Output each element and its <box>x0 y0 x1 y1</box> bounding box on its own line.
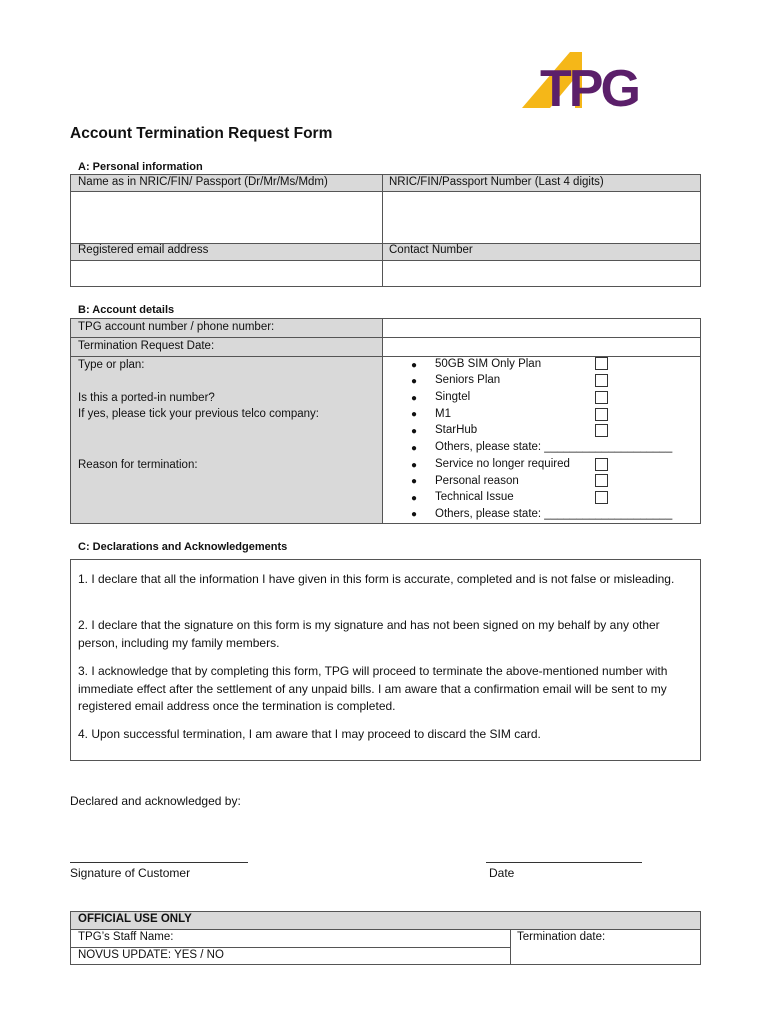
telco-option-m1: M1 <box>435 408 451 420</box>
official-header: OFFICIAL USE ONLY <box>78 913 192 925</box>
telco-option-starhub: StarHub <box>435 424 478 436</box>
plan-option-seniors: Seniors Plan <box>435 374 501 386</box>
termination-date-field[interactable] <box>384 339 699 355</box>
section-c-label: C: Declarations and Acknowledgements <box>78 541 288 553</box>
reason-option-others[interactable]: Others, please state: ____________________ <box>435 508 673 520</box>
reason-option-service: Service no longer required <box>435 458 570 470</box>
checkbox-personal[interactable] <box>595 474 608 487</box>
name-label: Name as in NRIC/FIN/ Passport (Dr/Mr/Ms/Mdm) <box>78 176 328 188</box>
declaration-3: 3. I acknowledge that by completing this form, TPG will proceed to terminate the above-mentioned number with immediate effect after the settlement of any unpaid bills. I am aware that a confirmation email will be sent to my registered email address once the termination is completed. <box>78 664 668 713</box>
date-line[interactable] <box>486 862 642 863</box>
account-number-field[interactable] <box>384 320 699 336</box>
declared-by-label: Declared and acknowledged by: <box>70 794 241 808</box>
novus-update-label: NOVUS UPDATE: YES / NO <box>78 949 224 961</box>
checkbox-service[interactable] <box>595 458 608 471</box>
date-label: Date <box>489 866 515 880</box>
staff-name-label: TPG’s Staff Name: <box>78 931 174 943</box>
reason-label: Reason for termination: <box>78 459 198 471</box>
telco-option-others[interactable]: Others, please state: ____________________ <box>435 441 673 453</box>
declaration-4: 4. Upon successful termination, I am aware that I may proceed to discard the SIM card. <box>78 727 541 741</box>
section-a-label: A: Personal information <box>78 161 203 173</box>
checkbox-m1[interactable] <box>595 408 608 421</box>
reason-option-technical: Technical Issue <box>435 491 514 503</box>
official-use-table <box>70 911 701 965</box>
plan-option-50gb: 50GB SIM Only Plan <box>435 358 542 370</box>
checkbox-singtel[interactable] <box>595 391 608 404</box>
name-field[interactable] <box>72 192 381 242</box>
reason-option-personal: Personal reason <box>435 475 519 487</box>
plan-label: Type or plan: <box>78 359 145 371</box>
page-title: Account Termination Request Form <box>70 125 333 142</box>
tpg-logo <box>520 50 672 112</box>
declaration-1: 1. I declare that all the information I have given in this form is accurate, completed and is not false or misleading. <box>78 572 675 586</box>
termination-date-official: Termination date: <box>517 931 606 943</box>
email-label: Registered email address <box>78 244 209 256</box>
nric-field[interactable] <box>384 192 699 242</box>
checkbox-starhub[interactable] <box>595 424 608 437</box>
checkbox-50gb[interactable] <box>595 357 608 370</box>
ported-question: Is this a ported-in number? <box>78 392 215 404</box>
telco-option-singtel: Singtel <box>435 391 471 403</box>
email-field[interactable] <box>72 261 381 286</box>
checkbox-seniors[interactable] <box>595 374 608 387</box>
contact-field[interactable] <box>384 261 699 286</box>
contact-label: Contact Number <box>389 244 473 256</box>
nric-label: NRIC/FIN/Passport Number (Last 4 digits) <box>389 176 604 188</box>
ported-instruction: If yes, please tick your previous telco company: <box>78 408 319 420</box>
signature-line[interactable] <box>70 862 248 863</box>
signature-label: Signature of Customer <box>70 866 191 880</box>
logo-text: TPG <box>540 60 638 112</box>
declaration-2: 2. I declare that the signature on this form is my signature and has not been signed on my behalf by any other person, including my family members. <box>78 618 660 650</box>
section-b-label: B: Account details <box>78 304 175 316</box>
personal-info-table <box>70 174 701 287</box>
checkbox-technical[interactable] <box>595 491 608 504</box>
termination-date-label: Termination Request Date: <box>78 340 215 352</box>
account-number-label: TPG account number / phone number: <box>78 321 275 333</box>
